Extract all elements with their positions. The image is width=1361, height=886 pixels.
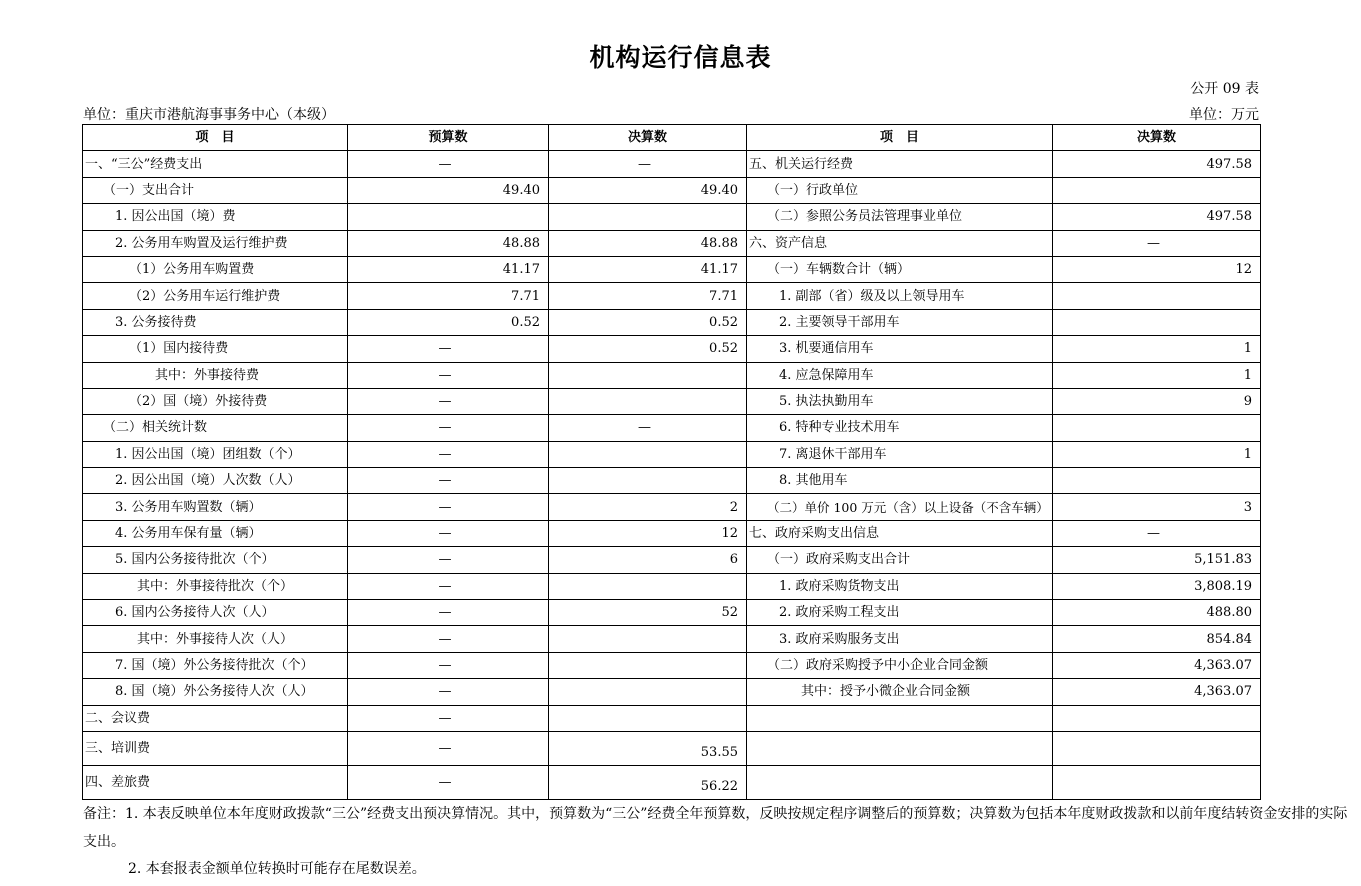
- table-row: [83, 177, 1261, 203]
- budget-value: —: [348, 151, 549, 177]
- right-actual-value: [1053, 765, 1261, 799]
- right-actual-value: 854.84: [1053, 626, 1261, 652]
- right-item: （二）政府采购授予中小企业合同金额: [747, 652, 1053, 678]
- actual-value: [549, 362, 747, 388]
- actual-value: 0.52: [549, 309, 747, 335]
- right-item: [747, 705, 1053, 731]
- left-item: 四、差旅费: [83, 765, 348, 799]
- left-item: （二）相关统计数: [83, 415, 348, 441]
- budget-value: 7.71: [348, 283, 549, 309]
- actual-value: 12: [549, 520, 747, 546]
- table-row: [83, 494, 1261, 520]
- table-row: [83, 362, 1261, 388]
- left-item: （一）支出合计: [83, 177, 348, 203]
- right-actual-value: 4,363.07: [1053, 679, 1261, 705]
- budget-value: —: [348, 731, 549, 765]
- table-row: [83, 679, 1261, 705]
- right-item: 1. 副部（省）级及以上领导用车: [747, 283, 1053, 309]
- budget-value: —: [348, 573, 549, 599]
- budget-value: —: [348, 600, 549, 626]
- table-code: 公开 09 表: [1190, 81, 1259, 97]
- actual-value: 48.88: [549, 230, 747, 256]
- right-item: 六、资产信息: [747, 230, 1053, 256]
- right-item: 4. 应急保障用车: [747, 362, 1053, 388]
- header-actual-right: 决算数: [1053, 125, 1261, 151]
- right-actual-value: —: [1053, 520, 1261, 546]
- right-item: 2. 政府采购工程支出: [747, 600, 1053, 626]
- budget-value: —: [348, 494, 549, 520]
- right-actual-value: [1053, 468, 1261, 494]
- table-row: [83, 573, 1261, 599]
- info-table: [82, 124, 1261, 800]
- left-item: （2）国（境）外接待费: [83, 388, 348, 414]
- table-row: [83, 626, 1261, 652]
- table-row: [83, 309, 1261, 335]
- right-actual-value: 497.58: [1053, 204, 1261, 230]
- actual-value: 52: [549, 600, 747, 626]
- budget-value: —: [348, 415, 549, 441]
- budget-value: [348, 204, 549, 230]
- actual-value: —: [549, 151, 747, 177]
- right-item: [747, 731, 1053, 765]
- budget-value: —: [348, 441, 549, 467]
- left-item: 1. 因公出国（境）团组数（个）: [83, 441, 348, 467]
- right-actual-value: [1053, 705, 1261, 731]
- table-row: [83, 600, 1261, 626]
- table-row: [83, 547, 1261, 573]
- left-item: 2. 公务用车购置及运行维护费: [83, 230, 348, 256]
- left-item: 其中：外事接待人次（人）: [83, 626, 348, 652]
- left-item: 一、“三公”经费支出: [83, 151, 348, 177]
- left-item: 1. 因公出国（境）费: [83, 204, 348, 230]
- unit-currency: 单位：万元: [1189, 107, 1259, 123]
- right-actual-value: 1: [1053, 362, 1261, 388]
- left-item: 8. 国（境）外公务接待人次（人）: [83, 679, 348, 705]
- right-item: [747, 765, 1053, 799]
- table-row: [83, 468, 1261, 494]
- left-item: （2）公务用车运行维护费: [83, 283, 348, 309]
- right-actual-value: [1053, 177, 1261, 203]
- right-item: 7. 离退休干部用车: [747, 441, 1053, 467]
- right-actual-value: —: [1053, 230, 1261, 256]
- budget-value: 49.40: [348, 177, 549, 203]
- actual-value: 0.52: [549, 336, 747, 362]
- right-actual-value: [1053, 283, 1261, 309]
- actual-value: 56.22: [549, 765, 747, 799]
- right-actual-value: [1053, 731, 1261, 765]
- actual-value: 6: [549, 547, 747, 573]
- right-item: （一）行政单位: [747, 177, 1053, 203]
- actual-value: —: [549, 415, 747, 441]
- table-row: [83, 415, 1261, 441]
- left-item: 2. 因公出国（境）人次数（人）: [83, 468, 348, 494]
- table-row: [83, 256, 1261, 282]
- table-row: [83, 151, 1261, 177]
- actual-value: [549, 626, 747, 652]
- header-item-left: 项 目: [83, 125, 348, 151]
- right-item: 3. 政府采购服务支出: [747, 626, 1053, 652]
- table-row: [83, 731, 1261, 765]
- budget-value: —: [348, 520, 549, 546]
- table-row: [83, 283, 1261, 309]
- right-item: 1. 政府采购货物支出: [747, 573, 1053, 599]
- right-item: 6. 特种专业技术用车: [747, 415, 1053, 441]
- footnote-2: 2. 本套报表金额单位转换时可能存在尾数误差。: [128, 861, 426, 877]
- right-item: （二）参照公务员法管理事业单位: [747, 204, 1053, 230]
- left-item: 7. 国（境）外公务接待批次（个）: [83, 652, 348, 678]
- table-header-row: [83, 125, 1261, 151]
- actual-value: [549, 705, 747, 731]
- left-item: （1）国内接待费: [83, 336, 348, 362]
- left-item: 5. 国内公务接待批次（个）: [83, 547, 348, 573]
- right-item: 2. 主要领导干部用车: [747, 309, 1053, 335]
- budget-value: —: [348, 705, 549, 731]
- budget-value: —: [348, 765, 549, 799]
- actual-value: 49.40: [549, 177, 747, 203]
- header-actual-left: 决算数: [549, 125, 747, 151]
- right-item: （二）单价 100 万元（含）以上设备（不含车辆）: [747, 494, 1053, 520]
- left-item: 3. 公务用车购置数（辆）: [83, 494, 348, 520]
- actual-value: [549, 652, 747, 678]
- budget-value: —: [348, 626, 549, 652]
- right-item: 8. 其他用车: [747, 468, 1053, 494]
- budget-value: —: [348, 679, 549, 705]
- actual-value: [549, 204, 747, 230]
- budget-value: —: [348, 388, 549, 414]
- budget-value: —: [348, 547, 549, 573]
- unit-organization: 单位：重庆市港航海事事务中心（本级）: [83, 107, 335, 123]
- actual-value: [549, 468, 747, 494]
- header-budget: 预算数: [348, 125, 549, 151]
- right-item: 五、机关运行经费: [747, 151, 1053, 177]
- table-row: [83, 388, 1261, 414]
- page-title: 机构运行信息表: [589, 43, 772, 72]
- actual-value: 41.17: [549, 256, 747, 282]
- right-item: 5. 执法执勤用车: [747, 388, 1053, 414]
- right-item: 3. 机要通信用车: [747, 336, 1053, 362]
- actual-value: [549, 679, 747, 705]
- budget-value: —: [348, 336, 549, 362]
- footnote-1: 备注：1. 本表反映单位本年度财政拨款“三公”经费支出预决算情况。其中，预算数为“三公”经费全年预算数，反映按规定程序调整后的预算数；决算数为包括本年度财政拨款和以前年度结转资金安排的实际支出。: [83, 806, 1348, 850]
- actual-value: 7.71: [549, 283, 747, 309]
- actual-value: [549, 573, 747, 599]
- right-actual-value: 12: [1053, 256, 1261, 282]
- left-item: 6. 国内公务接待人次（人）: [83, 600, 348, 626]
- left-item: 其中：外事接待批次（个）: [83, 573, 348, 599]
- actual-value: 53.55: [549, 731, 747, 765]
- left-item: 3. 公务接待费: [83, 309, 348, 335]
- table-row: [83, 336, 1261, 362]
- actual-value: 2: [549, 494, 747, 520]
- actual-value: [549, 388, 747, 414]
- budget-value: —: [348, 362, 549, 388]
- right-actual-value: 1: [1053, 336, 1261, 362]
- right-actual-value: 497.58: [1053, 151, 1261, 177]
- budget-value: —: [348, 468, 549, 494]
- budget-value: 0.52: [348, 309, 549, 335]
- right-actual-value: 3,808.19: [1053, 573, 1261, 599]
- right-item: 七、政府采购支出信息: [747, 520, 1053, 546]
- right-actual-value: [1053, 309, 1261, 335]
- table-row: [83, 230, 1261, 256]
- right-actual-value: 488.80: [1053, 600, 1261, 626]
- left-item: 其中：外事接待费: [83, 362, 348, 388]
- budget-value: 41.17: [348, 256, 549, 282]
- right-actual-value: [1053, 415, 1261, 441]
- left-item: 4. 公务用车保有量（辆）: [83, 520, 348, 546]
- table-row: [83, 705, 1261, 731]
- right-item: （一）车辆数合计（辆）: [747, 256, 1053, 282]
- header-item-right: 项 目: [747, 125, 1053, 151]
- actual-value: [549, 441, 747, 467]
- table-row: [83, 652, 1261, 678]
- budget-value: —: [348, 652, 549, 678]
- table-row: [83, 441, 1261, 467]
- table-row: [83, 765, 1261, 799]
- left-item: （1）公务用车购置费: [83, 256, 348, 282]
- right-item: 其中：授予小微企业合同金额: [747, 679, 1053, 705]
- right-item: （一）政府采购支出合计: [747, 547, 1053, 573]
- table-row: [83, 520, 1261, 546]
- right-actual-value: 4,363.07: [1053, 652, 1261, 678]
- right-actual-value: 3: [1053, 494, 1261, 520]
- right-actual-value: 1: [1053, 441, 1261, 467]
- left-item: 二、会议费: [83, 705, 348, 731]
- right-actual-value: 5,151.83: [1053, 547, 1261, 573]
- left-item: 三、培训费: [83, 731, 348, 765]
- table-row: [83, 204, 1261, 230]
- budget-value: 48.88: [348, 230, 549, 256]
- right-actual-value: 9: [1053, 388, 1261, 414]
